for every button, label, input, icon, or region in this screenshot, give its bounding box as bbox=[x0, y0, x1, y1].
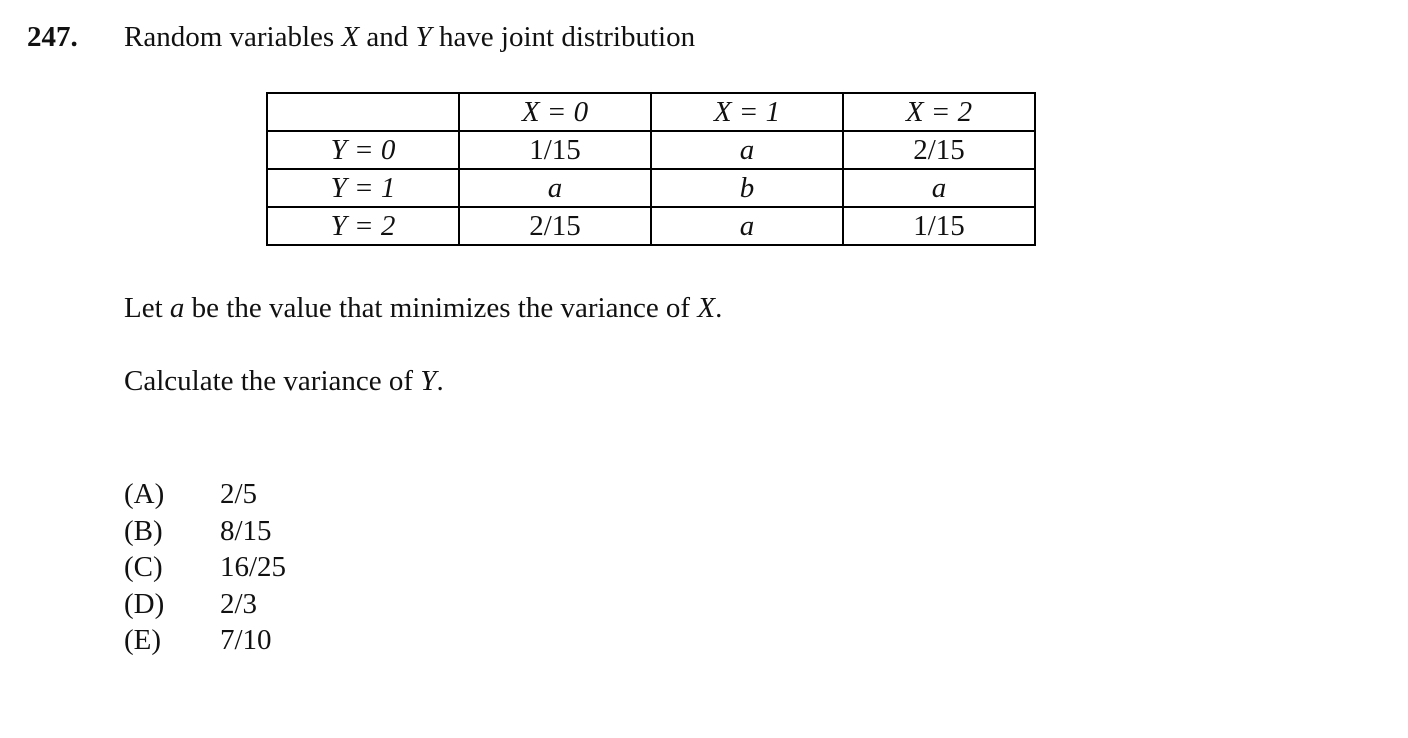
table-cell: 2/15 bbox=[843, 131, 1035, 169]
table-row bbox=[267, 169, 1035, 207]
answer-choice-b bbox=[124, 513, 286, 550]
table-row-label: Y = 2 bbox=[267, 207, 459, 245]
condition-text-1: Let bbox=[124, 292, 170, 324]
table-header-cell: X = 0 bbox=[459, 93, 651, 131]
table-header-cell: X = 2 bbox=[843, 93, 1035, 131]
answer-choice-c bbox=[124, 549, 286, 586]
table-cell: a bbox=[843, 169, 1035, 207]
choice-letter: (A) bbox=[124, 478, 165, 510]
answer-choice-a bbox=[124, 476, 286, 513]
variable-x: X bbox=[697, 292, 716, 324]
intro-text-1: Random variables bbox=[124, 21, 342, 53]
table-row-label: Y = 1 bbox=[267, 169, 459, 207]
table-cell: 2/15 bbox=[459, 207, 651, 245]
variable-x: X bbox=[341, 21, 360, 53]
table-cell: a bbox=[651, 131, 843, 169]
intro-text-3: have joint distribution bbox=[431, 21, 696, 53]
table-cell: 1/15 bbox=[459, 131, 651, 169]
choice-value: 2/5 bbox=[220, 478, 258, 510]
variable-y: Y bbox=[420, 365, 437, 397]
choice-value: 8/15 bbox=[220, 514, 272, 547]
condition-text-2: be the value that minimizes the variance of bbox=[184, 292, 698, 324]
problem-number: 247. bbox=[27, 21, 78, 53]
variable-a: a bbox=[169, 292, 185, 324]
table-corner-cell bbox=[267, 93, 459, 131]
condition-text-3: . bbox=[715, 292, 723, 324]
question-statement bbox=[124, 365, 444, 398]
choice-letter: (D) bbox=[124, 587, 165, 620]
question-text-1: Calculate the variance of bbox=[124, 365, 421, 397]
answer-choice-d bbox=[124, 586, 286, 623]
table-row bbox=[267, 207, 1035, 245]
table-cell: b bbox=[651, 169, 843, 207]
problem-intro bbox=[124, 21, 695, 54]
table-cell: a bbox=[459, 169, 651, 207]
choice-letter: (E) bbox=[124, 624, 162, 656]
choice-letter: (C) bbox=[124, 551, 163, 583]
answer-choices bbox=[124, 476, 286, 659]
table-row bbox=[267, 131, 1035, 169]
table-header-row bbox=[267, 93, 1035, 131]
choice-letter: (B) bbox=[124, 514, 163, 547]
variable-y: Y bbox=[415, 21, 432, 53]
joint-distribution-table bbox=[266, 92, 1036, 246]
answer-choice-e bbox=[124, 622, 286, 659]
table-cell: a bbox=[651, 207, 843, 245]
intro-text-2: and bbox=[359, 21, 416, 53]
condition-statement bbox=[124, 292, 722, 325]
choice-value: 16/25 bbox=[220, 551, 287, 583]
table-row-label: Y = 0 bbox=[267, 131, 459, 169]
choice-value: 2/3 bbox=[220, 587, 258, 620]
choice-value: 7/10 bbox=[220, 624, 272, 656]
table-header-cell: X = 1 bbox=[651, 93, 843, 131]
question-text-2: . bbox=[436, 365, 444, 397]
table-cell: 1/15 bbox=[843, 207, 1035, 245]
